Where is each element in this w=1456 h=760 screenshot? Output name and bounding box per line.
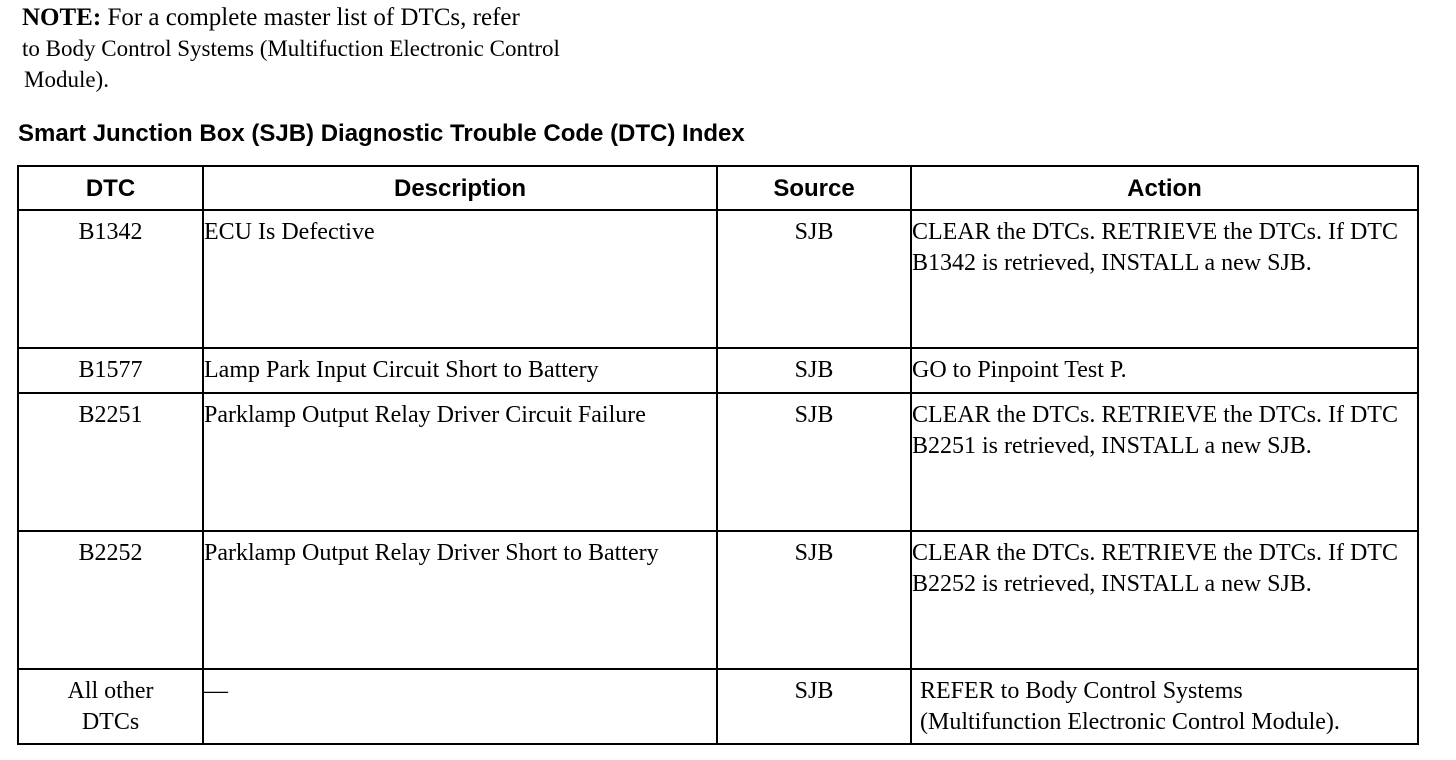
cell-action: CLEAR the DTCs. RETRIEVE the DTCs. If DTC B2251 is retrieved, INSTALL a new SJB. — [911, 393, 1418, 531]
table-row — [18, 348, 1418, 393]
dtc-index-table — [17, 165, 1419, 745]
header-dtc: DTC — [18, 166, 203, 210]
cell-description: ECU Is Defective — [203, 210, 717, 348]
table-row — [18, 210, 1418, 348]
cell-source: SJB — [717, 531, 911, 669]
note-block — [22, 2, 722, 95]
cell-source: SJB — [717, 348, 911, 393]
cell-dtc-line-1: All other — [67, 678, 154, 704]
cell-action: CLEAR the DTCs. RETRIEVE the DTCs. If DTC B2252 is retrieved, INSTALL a new SJB. — [911, 531, 1418, 669]
cell-description: Parklamp Output Relay Driver Circuit Failure — [203, 393, 717, 531]
cell-action: GO to Pinpoint Test P. — [911, 348, 1418, 393]
table-title: Smart Junction Box (SJB) Diagnostic Trouble Code (DTC) Index — [18, 120, 745, 147]
table-header-row — [18, 166, 1418, 210]
header-description: Description — [203, 166, 717, 210]
cell-dtc-line-2: DTCs — [81, 709, 140, 735]
cell-action: CLEAR the DTCs. RETRIEVE the DTCs. If DTC B1342 is retrieved, INSTALL a new SJB. — [911, 210, 1418, 348]
cell-description: — — [203, 669, 717, 744]
cell-description: Lamp Park Input Circuit Short to Battery — [203, 348, 717, 393]
cell-dtc: B1342 — [18, 210, 203, 348]
note-line-3: Module). — [24, 67, 109, 92]
cell-dtc — [18, 669, 203, 744]
cell-description: Parklamp Output Relay Driver Short to Battery — [203, 531, 717, 669]
note-text: For a complete master list of DTCs, refer — [101, 4, 520, 31]
note-label: NOTE: — [22, 4, 102, 31]
table-row — [18, 531, 1418, 669]
header-action: Action — [911, 166, 1418, 210]
cell-dtc: B2252 — [18, 531, 203, 669]
cell-dtc: B1577 — [18, 348, 203, 393]
cell-dtc: B2251 — [18, 393, 203, 531]
cell-action-line-1: REFER to Body Control Systems — [920, 678, 1243, 704]
note-line-1 — [22, 2, 722, 33]
cell-action-line-2: (Multifunction Electronic Control Module). — [920, 709, 1340, 735]
cell-source: SJB — [717, 210, 911, 348]
cell-source: SJB — [717, 669, 911, 744]
note-line-2: to Body Control Systems (Multifuction Electronic Control — [22, 36, 560, 61]
table-row — [18, 393, 1418, 531]
table-row — [18, 669, 1418, 744]
header-source: Source — [717, 166, 911, 210]
cell-source: SJB — [717, 393, 911, 531]
cell-action — [911, 669, 1418, 744]
